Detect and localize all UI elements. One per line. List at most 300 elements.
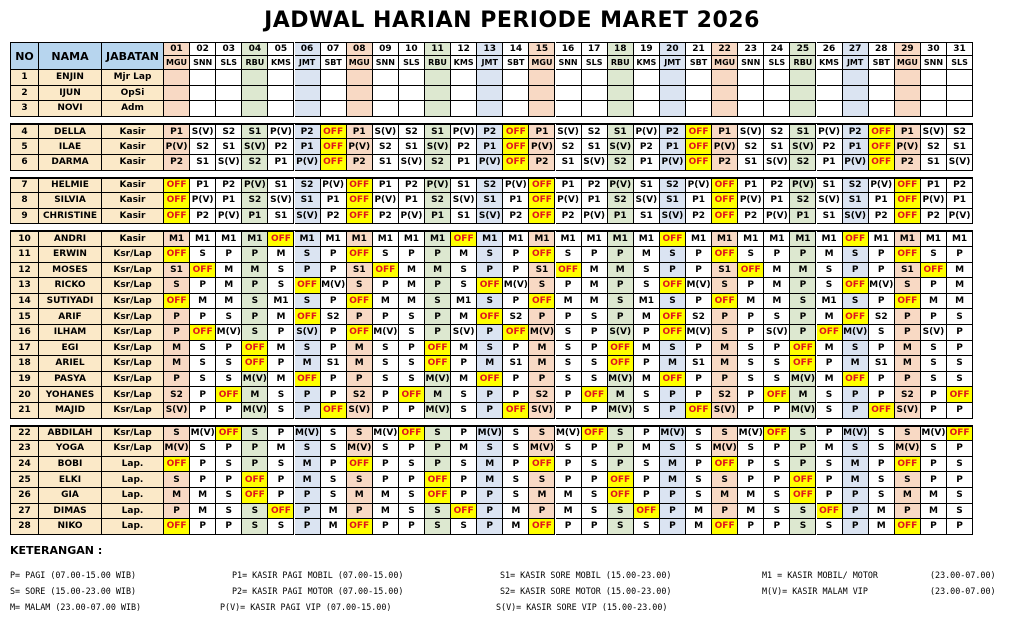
shift-cell: M [582,263,608,279]
shift-cell: P [242,247,268,263]
shift-cell: P [164,504,190,520]
shift-cell: S [268,519,294,535]
day-header: RBU [425,56,451,70]
shift-cell: M [399,294,425,310]
shift-cell: P [373,387,399,403]
shift-cell: S [503,488,529,504]
shift-cell: P [582,341,608,357]
employee-position: Ksr/Lap [102,387,164,403]
shift-cell: M(V) [843,426,869,442]
shift-cell: S [190,356,216,372]
shift-cell: M1 [216,231,242,247]
header-no: NO [10,42,39,70]
shift-cell: M(V) [242,403,268,419]
shift-cell: P1 [869,193,895,209]
shift-cell: S [477,441,503,457]
employee-position: Adm [102,101,164,117]
shift-cell: S(V) [895,403,921,419]
shift-cell: S(V) [295,209,321,225]
shift-cell: S [738,372,764,388]
shift-cell: S(V) [790,139,816,155]
shift-cell: P2 [451,139,477,155]
shift-cell: P [947,472,973,488]
shift-cell [373,101,399,117]
shift-cell: M(V) [503,278,529,294]
shift-off-cell: OFF [164,294,190,310]
shift-off-cell: OFF [869,139,895,155]
shift-cell: M [164,488,190,504]
shift-cell: M [921,488,947,504]
day-header: MGU [164,56,190,70]
shift-cell: M1 [347,231,373,247]
day-header: SNN [921,56,947,70]
shift-cell [399,70,425,86]
legend-item: (23.00-07.00) [930,570,996,580]
shift-cell: P1 [843,139,869,155]
shift-cell [164,70,190,86]
shift-cell: P [790,325,816,341]
shift-cell: S [295,341,321,357]
shift-cell [764,101,790,117]
shift-cell: P [321,372,347,388]
shift-cell: P [556,457,582,473]
shift-cell: P [921,457,947,473]
shift-off-cell: OFF [477,278,503,294]
shift-cell: S [529,426,555,442]
day-header: RBU [790,56,816,70]
shift-cell: M [686,504,712,520]
shift-cell: P [451,488,477,504]
shift-cell: M1 [582,231,608,247]
shift-cell: P1 [582,193,608,209]
shift-cell: S [190,247,216,263]
row-number: 19 [10,372,39,388]
legend-title: KETERANGAN : [10,544,103,557]
shift-cell: P [921,387,947,403]
shift-cell: S [295,247,321,263]
shift-cell: M [608,387,634,403]
shift-cell: S [321,488,347,504]
shift-off-cell: OFF [268,504,294,520]
shift-cell: P [660,387,686,403]
shift-cell: M(V) [738,426,764,442]
shift-cell [843,101,869,117]
shift-cell: M [295,457,321,473]
shift-cell: S [764,309,790,325]
shift-cell: S1 [764,139,790,155]
shift-off-cell: OFF [503,325,529,341]
shift-off-cell: OFF [608,488,634,504]
shift-cell: M(V) [608,372,634,388]
shift-cell: P(V) [869,178,895,194]
employee-position: Kasir [102,139,164,155]
employee-name: ARIF [39,309,102,325]
shift-cell: P [686,247,712,263]
shift-cell: S [425,294,451,310]
shift-cell: M [451,441,477,457]
day-header: MGU [347,56,373,70]
shift-cell [399,86,425,102]
shift-cell: P1 [451,155,477,171]
shift-cell: S [712,472,738,488]
shift-cell: P [947,325,973,341]
shift-cell: S [686,441,712,457]
shift-cell: P [164,325,190,341]
shift-cell: P2 [529,155,555,171]
shift-cell: M [634,372,660,388]
shift-cell: P1 [556,178,582,194]
shift-cell: M [921,294,947,310]
shift-cell: S [399,457,425,473]
shift-cell: S [164,278,190,294]
shift-cell: S [921,372,947,388]
shift-cell: P [947,341,973,357]
employee-name: SUTIYADI [39,294,102,310]
shift-off-cell: OFF [190,325,216,341]
shift-cell: P [295,263,321,279]
day-header: SNN [373,56,399,70]
shift-cell [190,101,216,117]
shift-cell: S [686,488,712,504]
day-header: SLS [582,56,608,70]
shift-cell: S1 [556,155,582,171]
shift-cell: P [790,309,816,325]
shift-cell: P2 [843,124,869,140]
shift-off-cell: OFF [712,457,738,473]
shift-cell [556,86,582,102]
shift-cell [347,86,373,102]
shift-cell: M [451,372,477,388]
shift-cell [503,101,529,117]
shift-cell: S1 [608,124,634,140]
shift-cell: P(V) [451,124,477,140]
shift-off-cell: OFF [660,325,686,341]
shift-cell: P [869,247,895,263]
shift-cell: P [790,247,816,263]
shift-cell: S [373,441,399,457]
shift-cell [216,101,242,117]
shift-cell: P [869,387,895,403]
row-number: 2 [10,86,39,102]
shift-cell: P [373,519,399,535]
shift-cell: M1 [738,231,764,247]
shift-cell [869,101,895,117]
shift-cell: P(V) [295,155,321,171]
row-number: 5 [10,139,39,155]
shift-cell: P2 [869,209,895,225]
shift-cell: M [216,263,242,279]
shift-cell: S [843,341,869,357]
shift-cell [321,86,347,102]
shift-off-cell: OFF [242,472,268,488]
shift-cell: P [582,403,608,419]
shift-cell: P [738,472,764,488]
day-header: KMS [634,56,660,70]
shift-cell: S [790,519,816,535]
shift-off-cell: OFF [477,372,503,388]
date-header: 30 [921,42,947,56]
shift-cell: S [425,504,451,520]
shift-cell: S2 [503,309,529,325]
shift-cell: P [764,403,790,419]
shift-cell: M [451,247,477,263]
shift-cell: P [373,403,399,419]
group-separator [10,117,973,124]
shift-cell: P [268,356,294,372]
shift-cell: P(V) [242,178,268,194]
shift-cell: S1 [869,356,895,372]
shift-cell: P [817,488,843,504]
shift-cell: S2 [216,124,242,140]
shift-cell: M(V) [790,372,816,388]
shift-cell: P(V) [843,155,869,171]
shift-off-cell: OFF [164,457,190,473]
shift-off-cell: OFF [347,457,373,473]
header-nama: NAMA [39,42,102,70]
shift-cell: P2 [764,178,790,194]
shift-cell: M [843,457,869,473]
employee-position: Lap. [102,519,164,535]
employee-name: YOHANES [39,387,102,403]
shift-cell: M [425,263,451,279]
shift-cell: S1 [268,178,294,194]
shift-cell: S [608,294,634,310]
employee-position: Ksr/Lap [102,372,164,388]
shift-cell: S2 [190,139,216,155]
shift-off-cell: OFF [634,504,660,520]
shift-cell: S [451,263,477,279]
employee-position: Kasir [102,178,164,194]
shift-cell: P [216,472,242,488]
shift-cell: P [764,472,790,488]
shift-cell: S [817,278,843,294]
shift-cell: S [869,426,895,442]
shift-cell: S2 [373,139,399,155]
shift-cell: M(V) [869,278,895,294]
date-header: 29 [895,42,921,56]
employee-name: MOSES [39,263,102,279]
shift-cell: P [843,263,869,279]
employee-position: Lap. [102,504,164,520]
shift-cell: M(V) [242,372,268,388]
employee-position: Ksr/Lap [102,263,164,279]
shift-off-cell: OFF [529,519,555,535]
shift-cell: S(V) [242,139,268,155]
shift-cell [817,86,843,102]
shift-off-cell: OFF [295,278,321,294]
shift-cell: P [738,387,764,403]
shift-cell [190,70,216,86]
shift-cell: M [216,278,242,294]
shift-off-cell: OFF [347,193,373,209]
shift-cell: P(V) [660,155,686,171]
shift-cell [634,101,660,117]
date-header: 16 [556,42,582,56]
shift-cell: S1 [895,263,921,279]
shift-cell: S(V) [295,325,321,341]
shift-cell: P [634,426,660,442]
shift-cell: S [738,356,764,372]
shift-cell: S2 [295,178,321,194]
shift-off-cell: OFF [843,278,869,294]
shift-cell: P1 [268,155,294,171]
legend-item: M= MALAM (23.00-07.00 WIB) [10,602,142,612]
row-number: 15 [10,309,39,325]
shift-cell: S [164,426,190,442]
shift-off-cell: OFF [947,387,973,403]
shift-cell: M(V) [529,441,555,457]
shift-cell: S [921,356,947,372]
shift-cell [425,70,451,86]
row-number: 16 [10,325,39,341]
shift-cell: S1 [451,209,477,225]
shift-cell: P(V) [895,139,921,155]
shift-cell: M(V) [790,403,816,419]
shift-cell: S2 [321,309,347,325]
row-number: 20 [10,387,39,403]
shift-cell [660,70,686,86]
shift-cell: S1 [686,356,712,372]
legend-item: P1= KASIR PAGI MOBIL (07.00-15.00) [232,570,404,580]
shift-cell: M(V) [347,441,373,457]
shift-cell: M [895,356,921,372]
shift-cell: M(V) [477,426,503,442]
shift-off-cell: OFF [764,387,790,403]
shift-cell: P [190,309,216,325]
shift-cell [608,101,634,117]
shift-off-cell: OFF [425,341,451,357]
shift-cell: P [503,263,529,279]
shift-cell: S [477,341,503,357]
shift-cell: S1 [321,356,347,372]
shift-cell: S [425,426,451,442]
shift-cell: S [634,403,660,419]
shift-cell: S(V) [921,124,947,140]
shift-cell: S1 [790,124,816,140]
shift-off-cell: OFF [843,372,869,388]
shift-cell: M [712,341,738,357]
employee-position: Ksr/Lap [102,356,164,372]
shift-off-cell: OFF [268,231,294,247]
shift-cell: P [843,519,869,535]
shift-cell [451,70,477,86]
row-number: 3 [10,101,39,117]
shift-cell: P [268,472,294,488]
shift-cell: S2 [425,155,451,171]
shift-cell: S [242,519,268,535]
shift-cell [712,101,738,117]
shift-cell: P [190,403,216,419]
shift-off-cell: OFF [843,309,869,325]
shift-cell: P [686,372,712,388]
shift-cell: P1 [947,193,973,209]
shift-off-cell: OFF [895,519,921,535]
shift-off-cell: OFF [712,193,738,209]
shift-cell: M [843,472,869,488]
shift-cell: M(V) [686,278,712,294]
day-header: JMT [295,56,321,70]
day-header: JMT [660,56,686,70]
employee-name: NOVI [39,101,102,117]
shift-cell [869,86,895,102]
employee-position: Ksr/Lap [102,403,164,419]
shift-cell: P [477,488,503,504]
shift-cell: S1 [399,139,425,155]
date-header: 27 [843,42,869,56]
shift-cell: S [895,278,921,294]
legend-item: (23.00-07.00) [930,586,996,596]
shift-cell: S [817,457,843,473]
shift-cell: S [947,504,973,520]
shift-cell: P [425,457,451,473]
employee-position: Ksr/Lap [102,278,164,294]
shift-cell: S [817,519,843,535]
shift-off-cell: OFF [347,325,373,341]
shift-cell: S [216,309,242,325]
shift-cell [895,86,921,102]
shift-cell: M [373,488,399,504]
date-header: 10 [399,42,425,56]
shift-cell: P [477,263,503,279]
shift-cell: S(V) [477,209,503,225]
shift-cell: S [164,472,190,488]
day-header: SBT [869,56,895,70]
shift-cell [738,70,764,86]
shift-cell: M [373,504,399,520]
shift-cell: P2 [738,209,764,225]
shift-cell: P1 [817,155,843,171]
shift-cell: S [790,294,816,310]
employee-name: EGI [39,341,102,357]
shift-cell [477,70,503,86]
shift-cell: S1 [817,209,843,225]
shift-off-cell: OFF [242,341,268,357]
shift-cell: P [373,457,399,473]
shift-cell: P [895,309,921,325]
shift-cell: S1 [451,178,477,194]
shift-cell: P1 [686,193,712,209]
shift-cell: S2 [921,139,947,155]
shift-cell: P [399,519,425,535]
shift-off-cell: OFF [660,309,686,325]
shift-cell: P2 [921,209,947,225]
shift-cell: S [582,504,608,520]
shift-cell: P [921,472,947,488]
row-number: 12 [10,263,39,279]
shift-cell [686,70,712,86]
shift-cell: P1 [321,193,347,209]
shift-cell: S [556,325,582,341]
shift-cell: S [216,504,242,520]
shift-cell: M [477,356,503,372]
shift-cell: S(V) [582,155,608,171]
shift-off-cell: OFF [529,294,555,310]
shift-cell: P [660,488,686,504]
day-header: RBU [608,56,634,70]
shift-cell: P [295,387,321,403]
shift-cell: S [268,278,294,294]
shift-cell: P [242,441,268,457]
shift-cell: M [869,519,895,535]
shift-off-cell: OFF [582,426,608,442]
shift-cell: P [399,441,425,457]
shift-cell: P(V) [556,193,582,209]
shift-cell: P [582,472,608,488]
shift-cell: M [790,387,816,403]
shift-cell [686,101,712,117]
shift-cell: S2 [843,178,869,194]
shift-cell: M [817,372,843,388]
